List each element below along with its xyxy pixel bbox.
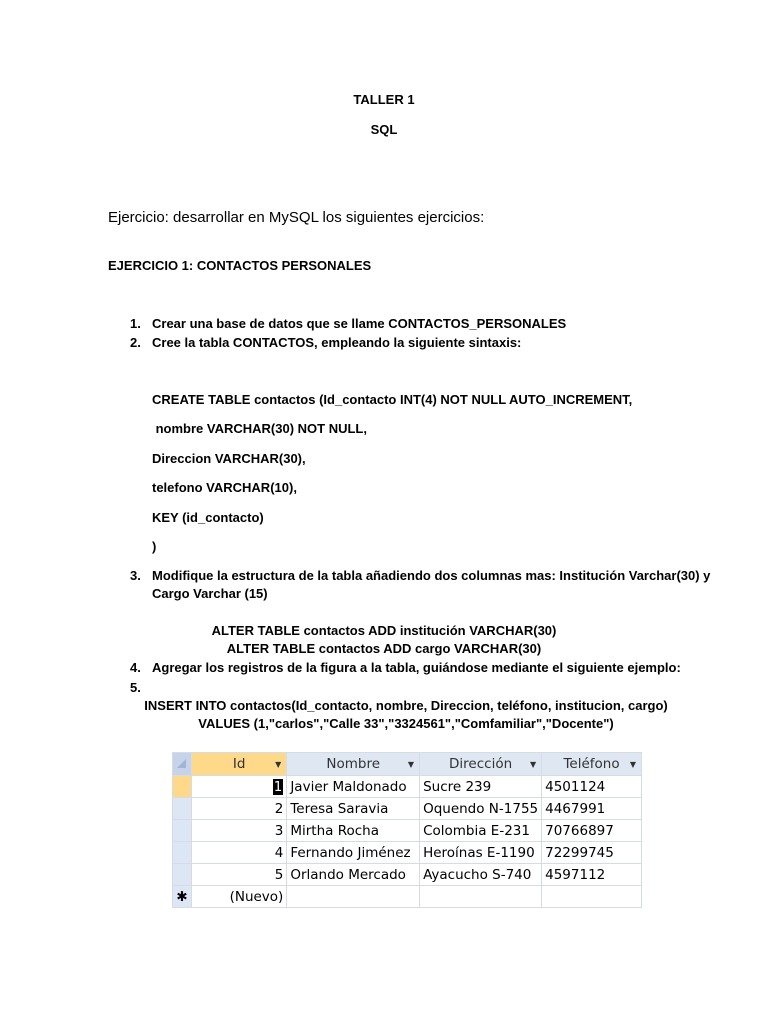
list-item [130,316,566,331]
table-row[interactable] [173,820,642,842]
dropdown-arrow-icon[interactable]: ▼ [629,759,636,769]
header-row [173,753,642,776]
row-selector[interactable] [173,820,192,842]
column-header-id[interactable] [191,753,286,776]
dropdown-arrow-icon[interactable]: ▼ [275,759,282,769]
column-header-telefono[interactable] [542,753,642,776]
intro-text: Ejercicio: desarrollar en MySQL los siguientes ejercicios: [108,209,485,226]
table-row[interactable] [173,776,642,798]
list-text: Agregar los registros de la figura a la tabla, guiándose mediante el siguiente ejemplo: [152,660,681,675]
dropdown-arrow-icon[interactable]: ▼ [407,759,415,769]
cell-id[interactable]: 5 [191,864,286,886]
list-text: Crear una base de datos que se llame CONTACTOS_PERSONALES [152,316,567,331]
cell-telefono[interactable]: 4597112 [542,864,642,886]
code-line: ALTER TABLE contactos ADD cargo VARCHAR(30) [226,641,542,656]
list-number: 5. [130,680,141,695]
column-label: Dirección [449,756,513,772]
cell-nombre[interactable]: Orlando Mercado [287,864,420,886]
cell-telefono[interactable] [542,886,642,908]
list-number: 2. [130,335,141,350]
cell-nombre[interactable]: Mirtha Rocha [287,820,420,842]
row-selector[interactable] [173,864,192,886]
cell-direccion[interactable]: Sucre 239 [420,776,542,798]
column-label: Id [232,756,246,772]
list-text-continued: Cargo Varchar (15) [152,586,268,601]
cell-telefono[interactable]: 4501124 [542,776,642,798]
cell-nombre[interactable]: Fernando Jiménez [287,842,420,864]
cell-value: 1 [273,778,283,795]
datasheet-table [172,752,642,904]
cell-direccion[interactable]: Ayacucho S-740 [420,864,542,886]
row-selector[interactable] [173,842,192,864]
cell-telefono[interactable]: 72299745 [542,842,642,864]
cell-direccion[interactable]: Colombia E-231 [420,820,542,842]
list-text: Modifique la estructura de la tabla añadiendo dos columnas mas: Institución Varchar(30) y [152,568,711,583]
code-line: ) [152,539,157,554]
new-record-row[interactable] [173,886,642,908]
code-line: KEY (id_contacto) [152,510,264,525]
code-line: Direccion VARCHAR(30), [152,451,306,466]
select-all-corner[interactable] [173,753,192,776]
table-row[interactable] [173,798,642,820]
row-selector[interactable] [173,776,192,798]
code-line: nombre VARCHAR(30) NOT NULL, [152,421,367,436]
list-item [130,335,521,350]
cell-nombre[interactable]: Javier Maldonado [287,776,420,798]
row-selector[interactable] [173,798,192,820]
cell-nombre[interactable] [287,886,420,908]
cell-nombre[interactable]: Teresa Saravia [287,798,420,820]
cell-id[interactable]: 4 [191,842,286,864]
column-label: Nombre [326,756,381,772]
cell-direccion[interactable]: Oquendo N-1755 [420,798,542,820]
corner-icon [177,759,186,768]
code-line: ALTER TABLE contactos ADD institución VARCHAR(30) [211,623,557,638]
column-header-direccion[interactable] [420,753,542,776]
code-line: VALUES (1,"carlos","Calle 33","3324561","Comfamiliar","Docente") [198,716,614,731]
new-record-label[interactable]: (Nuevo) [191,886,286,908]
cell-telefono[interactable]: 70766897 [542,820,642,842]
list-item [130,660,681,675]
document-subtitle: SQL [370,122,398,137]
table-row[interactable] [173,864,642,886]
list-number: 3. [130,568,141,583]
column-label: Teléfono [563,756,620,772]
code-line: telefono VARCHAR(10), [152,480,297,495]
dropdown-arrow-icon[interactable]: ▼ [529,759,537,769]
exercise-heading: EJERCICIO 1: CONTACTOS PERSONALES [108,258,372,273]
list-text: Cree la tabla CONTACTOS, empleando la siguiente sintaxis: [152,335,522,350]
new-record-icon[interactable]: ✱ [173,886,192,908]
list-number: 1. [130,316,141,331]
cell-id[interactable]: 2 [191,798,286,820]
cell-telefono[interactable]: 4467991 [542,798,642,820]
table-row[interactable] [173,842,642,864]
code-line: INSERT INTO contactos(Id_contacto, nombre, Direccion, teléfono, institucion, cargo) [144,698,668,713]
list-item [130,680,152,695]
list-item [130,568,710,583]
code-line: CREATE TABLE contactos (Id_contacto INT(4) NOT NULL AUTO_INCREMENT, [152,392,633,407]
column-header-nombre[interactable] [287,753,420,776]
document-title: TALLER 1 [353,92,415,107]
cell-id[interactable] [191,776,286,798]
cell-direccion[interactable] [420,886,542,908]
list-number: 4. [130,660,141,675]
cell-id[interactable]: 3 [191,820,286,842]
cell-direccion[interactable]: Heroínas E-1190 [420,842,542,864]
